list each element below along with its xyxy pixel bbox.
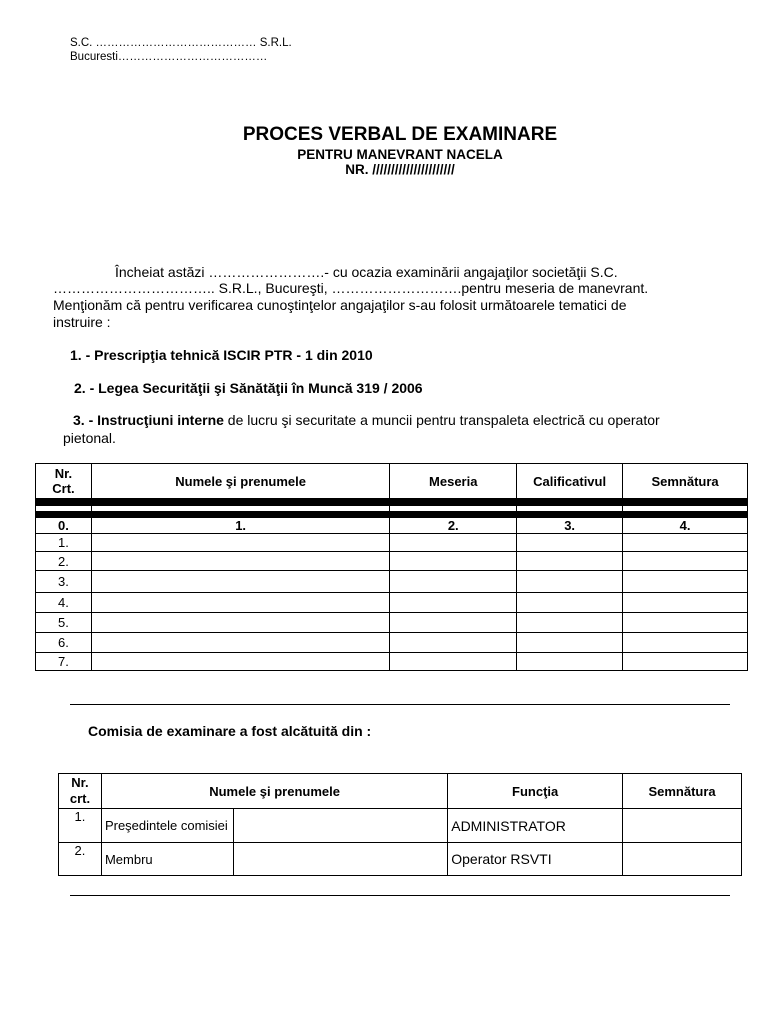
table-row xyxy=(36,613,748,633)
profession-cell[interactable] xyxy=(390,593,517,613)
row-number: 6. xyxy=(36,633,92,653)
name-cell[interactable] xyxy=(233,809,447,843)
index-cell: 2. xyxy=(390,518,517,534)
profession-cell[interactable] xyxy=(390,633,517,653)
topic-3-line-2: pietonal. xyxy=(63,430,116,446)
grade-cell[interactable] xyxy=(517,653,623,671)
topic-1: 1. - Prescripţia tehnică ISCIR PTR - 1 din 2010 xyxy=(70,347,373,363)
intro-line-2: …………………………….. S.R.L., Bucureşti, ……………………….pentru meseria de manevrant. xyxy=(53,280,649,296)
bottom-line xyxy=(70,895,730,896)
index-cell: 4. xyxy=(623,518,748,534)
intro-line-1: Încheiat astăzi …………………….- cu ocazia examinării angajaţilor societăţii S.C. xyxy=(115,264,618,280)
index-cell: 3. xyxy=(517,518,623,534)
header-signature: Semnătura xyxy=(623,464,748,499)
exam-table-header-row xyxy=(36,464,748,499)
document-title: PROCES VERBAL DE EXAMINARE xyxy=(242,124,558,145)
signature-cell[interactable] xyxy=(623,552,748,571)
divider-line xyxy=(70,704,730,705)
profession-cell[interactable] xyxy=(390,653,517,671)
grade-cell[interactable] xyxy=(517,613,623,633)
row-number: 1. xyxy=(59,809,102,843)
function-cell: Operator RSVTI xyxy=(448,843,623,876)
table-row xyxy=(36,571,748,593)
profession-cell[interactable] xyxy=(390,534,517,552)
topic-3-bold: 3. - Instrucţiuni interne xyxy=(73,412,224,428)
profession-cell[interactable] xyxy=(390,571,517,593)
row-number: 4. xyxy=(36,593,92,613)
header-nr-crt: Nr. crt. xyxy=(59,774,102,809)
company-line: S.C. …………………………………… S.R.L. xyxy=(70,37,292,49)
row-number: 5. xyxy=(36,613,92,633)
signature-cell[interactable] xyxy=(623,571,748,593)
commission-row xyxy=(59,809,742,843)
table-row xyxy=(36,593,748,613)
header-function: Funcţia xyxy=(448,774,623,809)
table-row xyxy=(36,534,748,552)
role-cell: Preşedintele comisiei xyxy=(101,809,233,843)
city-line: Bucuresti………………………………… xyxy=(70,51,268,63)
grade-cell[interactable] xyxy=(517,571,623,593)
row-number: 2. xyxy=(36,552,92,571)
table-row xyxy=(36,633,748,653)
document-subtitle: PENTRU MANEVRANT NACELA xyxy=(297,147,503,162)
signature-cell[interactable] xyxy=(623,534,748,552)
row-number: 3. xyxy=(36,571,92,593)
document-number: NR. ////////////////////// xyxy=(345,162,455,177)
profession-cell[interactable] xyxy=(390,552,517,571)
topic-3-rest: de lucru şi securitate a muncii pentru transpaleta electrică cu operator xyxy=(223,412,660,428)
commission-header-row xyxy=(59,774,742,809)
grade-cell[interactable] xyxy=(517,552,623,571)
name-cell[interactable] xyxy=(91,571,389,593)
grade-cell[interactable] xyxy=(517,593,623,613)
intro-line-4: instruire : xyxy=(53,314,111,330)
signature-cell[interactable] xyxy=(623,653,748,671)
row-number: 7. xyxy=(36,653,92,671)
signature-cell[interactable] xyxy=(623,633,748,653)
thick-separator xyxy=(36,499,748,506)
role-cell: Membru xyxy=(101,843,233,876)
topic-2: 2. - Legea Securităţii şi Sănătăţii în Muncă 319 / 2006 xyxy=(74,380,423,396)
exam-table xyxy=(35,463,748,671)
signature-cell[interactable] xyxy=(623,809,742,843)
commission-row xyxy=(59,843,742,876)
header-signature: Semnătura xyxy=(623,774,742,809)
signature-cell[interactable] xyxy=(623,593,748,613)
index-cell: 0. xyxy=(36,518,92,534)
name-cell[interactable] xyxy=(91,593,389,613)
function-cell: ADMINISTRATOR xyxy=(448,809,623,843)
name-cell[interactable] xyxy=(91,534,389,552)
index-row xyxy=(36,518,748,534)
header-nr-crt: Nr. Crt. xyxy=(36,464,92,499)
name-cell[interactable] xyxy=(91,552,389,571)
grade-cell[interactable] xyxy=(517,633,623,653)
name-cell[interactable] xyxy=(91,613,389,633)
intro-line-3: Menţionăm că pentru verificarea cunoştinţelor angajaţilor s-au folosit următoarele tematici de xyxy=(53,297,627,313)
header-profession: Meseria xyxy=(390,464,517,499)
table-row xyxy=(36,552,748,571)
profession-cell[interactable] xyxy=(390,613,517,633)
table-row xyxy=(36,653,748,671)
grade-cell[interactable] xyxy=(517,534,623,552)
name-cell[interactable] xyxy=(91,653,389,671)
topic-3 xyxy=(73,412,660,428)
row-number: 1. xyxy=(36,534,92,552)
header-grade: Calificativul xyxy=(517,464,623,499)
signature-cell[interactable] xyxy=(623,613,748,633)
header-name: Numele şi prenumele xyxy=(91,464,389,499)
index-cell: 1. xyxy=(91,518,389,534)
name-cell[interactable] xyxy=(91,633,389,653)
header-name: Numele şi prenumele xyxy=(101,774,447,809)
commission-heading: Comisia de examinare a fost alcătuită din : xyxy=(88,723,372,739)
commission-table xyxy=(58,773,742,876)
name-cell[interactable] xyxy=(233,843,447,876)
signature-cell[interactable] xyxy=(623,843,742,876)
row-number: 2. xyxy=(59,843,102,876)
